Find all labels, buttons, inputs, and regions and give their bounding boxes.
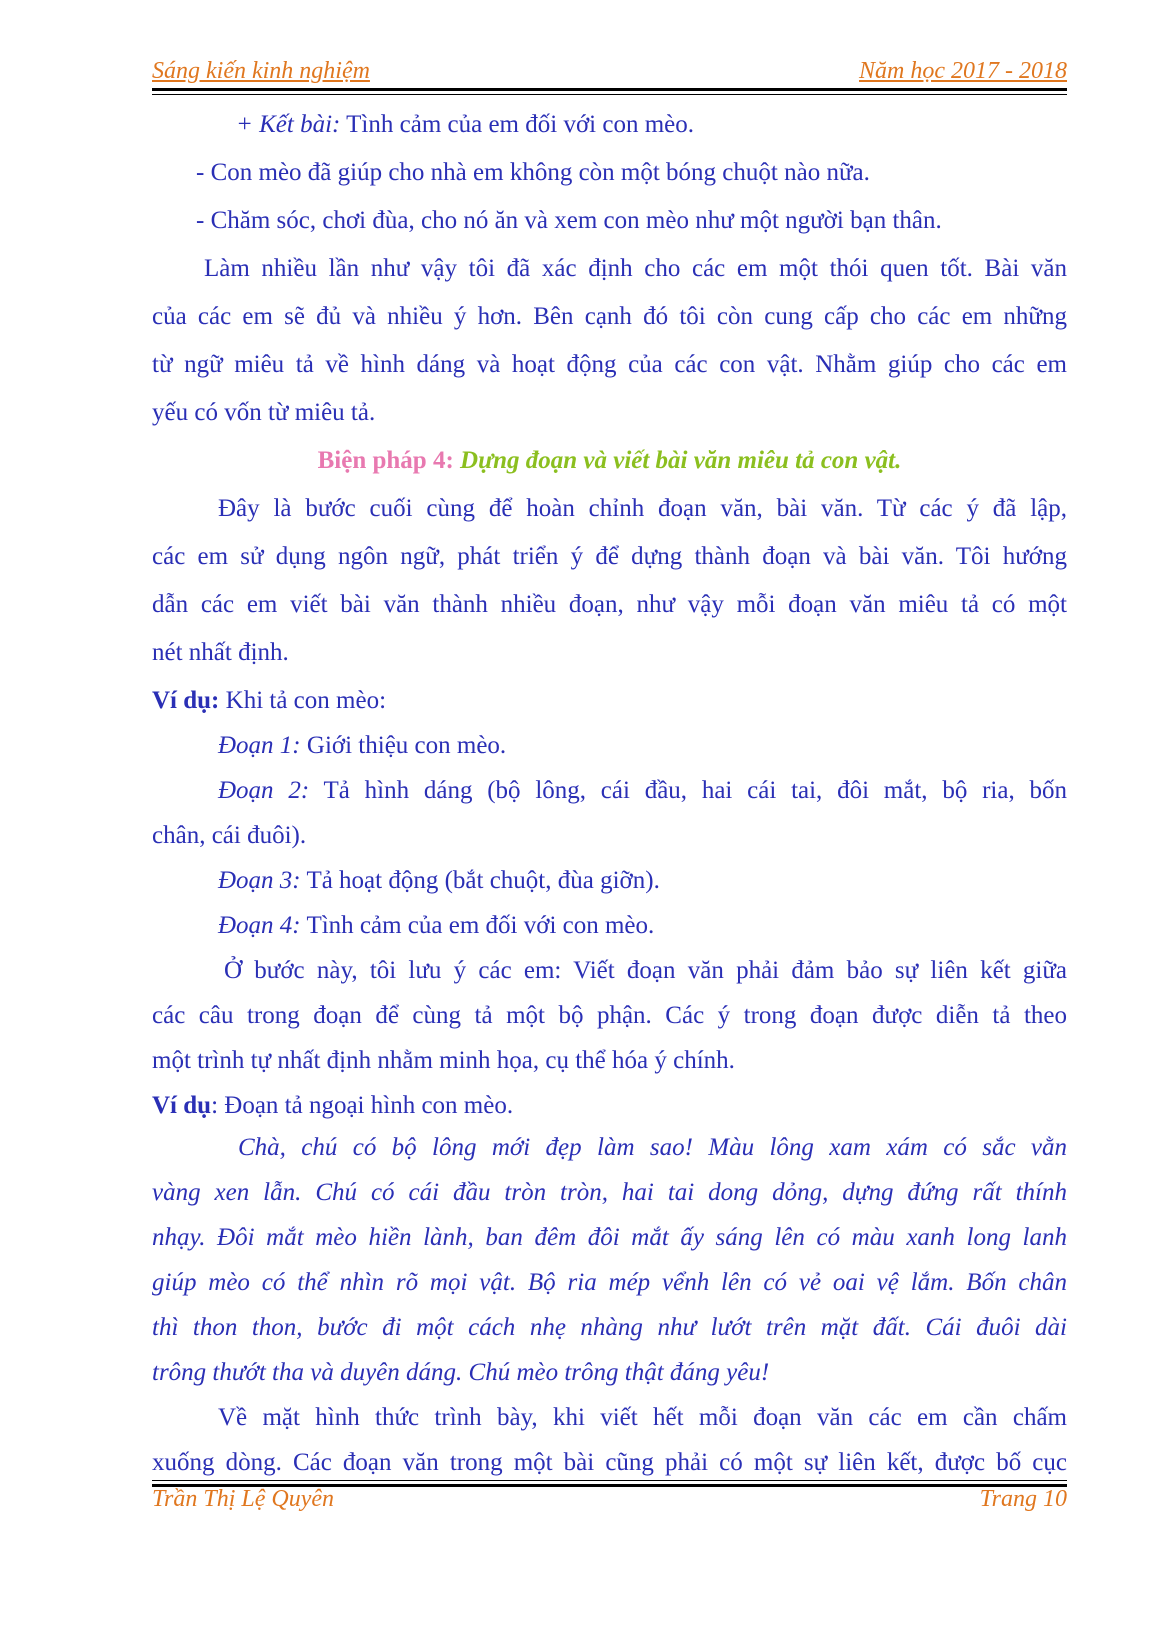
para4-line-2: xuống dòng. Các đoạn văn trong một bài cũng phải có một sự liên kết, được bố cục (152, 1449, 1067, 1476)
doan-3-label: Đoạn 3: (218, 867, 301, 894)
sample-line-6: trông thướt tha và duyên dáng. Chú mèo trông thật đáng yêu! (152, 1359, 770, 1386)
outline-bullet-2: - Chăm sóc, chơi đùa, cho nó ăn và xem con mèo như một người bạn thân. (196, 207, 942, 234)
measure-4-title: Dựng đoạn và viết bài văn miêu tả con vật. (453, 447, 902, 474)
para2-line-1: Đây là bước cuối cùng để hoàn chỉnh đoạn văn, bài văn. Từ các ý đã lập, (218, 495, 1067, 522)
ket-bai-label: + Kết bài: (236, 111, 341, 138)
header-school-year: Năm học 2017 - 2018 (859, 58, 1067, 84)
measure-4-heading (152, 446, 1067, 476)
header-title: Sáng kiến kinh nghiệm (152, 58, 370, 84)
para1-line-2: của các em sẽ đủ và nhiều ý hơn. Bên cạnh đó tôi còn cung cấp cho các em những (152, 303, 1067, 330)
doan-2-text: Tả hình dáng (bộ lông, cái đầu, hai cái tai, đôi mắt, bộ ria, bốn (309, 777, 1067, 804)
para2-line-3: dẫn các em viết bài văn thành nhiều đoạn, như vậy mỗi đoạn văn miêu tả có một (152, 591, 1067, 618)
para3-line-3: một trình tự nhất định nhằm minh họa, cụ thể hóa ý chính. (152, 1047, 735, 1074)
doan-4-text: Tình cảm của em đối với con mèo. (300, 912, 655, 939)
ket-bai-line (236, 110, 694, 140)
example2-label: Ví dụ (152, 1092, 212, 1119)
doan-1-line (218, 731, 506, 761)
doan-2-continuation: chân, cái đuôi). (152, 822, 307, 849)
para2-line-4: nét nhất định. (152, 639, 289, 666)
para3-line-2: các câu trong đoạn để cùng tả một bộ phận. Các ý trong đoạn được diễn tả theo (152, 1002, 1067, 1029)
para2-line-2: các em sử dụng ngôn ngữ, phát triển ý để dựng thành đoạn và bài văn. Tôi hướng (152, 543, 1067, 570)
doan-3-text: Tả hoạt động (bắt chuột, đùa giỡn). (300, 867, 660, 894)
page-footer (152, 1486, 1067, 1522)
sample-line-1: Chà, chú có bộ lông mới đẹp làm sao! Màu lông xam xám có sắc vằn (238, 1134, 1067, 1161)
doan-4-label: Đoạn 4: (218, 912, 301, 939)
footer-rule-thin (152, 1480, 1067, 1481)
header-rule-thin (152, 94, 1067, 95)
sample-line-3: nhạy. Đôi mắt mèo hiền lành, ban đêm đôi mắt ấy sáng lên có màu xanh long lanh (152, 1224, 1067, 1251)
para1-line-4: yếu có vốn từ miêu tả. (152, 399, 376, 426)
outline-bullet-1: - Con mèo đã giúp cho nhà em không còn một bóng chuột nào nữa. (196, 159, 870, 186)
doan-2-line (218, 776, 1067, 806)
measure-4-label: Biện pháp 4: (317, 447, 454, 474)
doan-4-line (218, 911, 654, 941)
header-rule-thick (152, 88, 1067, 91)
doan-3-line (218, 866, 660, 896)
para1-line-3: từ ngữ miêu tả về hình dáng và hoạt động của các con vật. Nhằm giúp cho các em (152, 351, 1067, 378)
sample-line-2: vàng xen lẫn. Chú có cái đầu tròn tròn, hai tai dong dỏng, dựng đứng rất thính (152, 1179, 1067, 1206)
example1-text: Khi tả con mèo: (219, 687, 387, 714)
example2-line (152, 1091, 1067, 1121)
doan-1-text: Giới thiệu con mèo. (300, 732, 507, 759)
sample-line-4: giúp mèo có thể nhìn rõ mọi vật. Bộ ria mép vểnh lên có vẻ oai vệ lắm. Bốn chân (152, 1269, 1067, 1296)
doan-2-label: Đoạn 2: (218, 777, 310, 804)
example1-label: Ví dụ: (152, 687, 220, 714)
para3-line-1: Ở bước này, tôi lưu ý các em: Viết đoạn văn phải đảm bảo sự liên kết giữa (224, 957, 1067, 984)
footer-author: Trần Thị Lệ Quyên (152, 1486, 335, 1512)
footer-page-number: Trang 10 (979, 1486, 1067, 1512)
sample-line-5: thì thon thon, bước đi một cách nhẹ nhàng như lướt trên mặt đất. Cái đuôi dài (152, 1314, 1067, 1341)
para1-line-1: Làm nhiều lần như vậy tôi đã xác định cho các em một thói quen tốt. Bài văn (204, 255, 1067, 282)
example1-line (152, 686, 1067, 716)
para4-line-1: Về mặt hình thức trình bày, khi viết hết mỗi đoạn văn các em cần chấm (218, 1404, 1067, 1431)
example2-text: : Đoạn tả ngoại hình con mèo. (211, 1092, 514, 1119)
ket-bai-text: Tình cảm của em đối với con mèo. (340, 111, 694, 138)
doan-1-label: Đoạn 1: (218, 732, 301, 759)
